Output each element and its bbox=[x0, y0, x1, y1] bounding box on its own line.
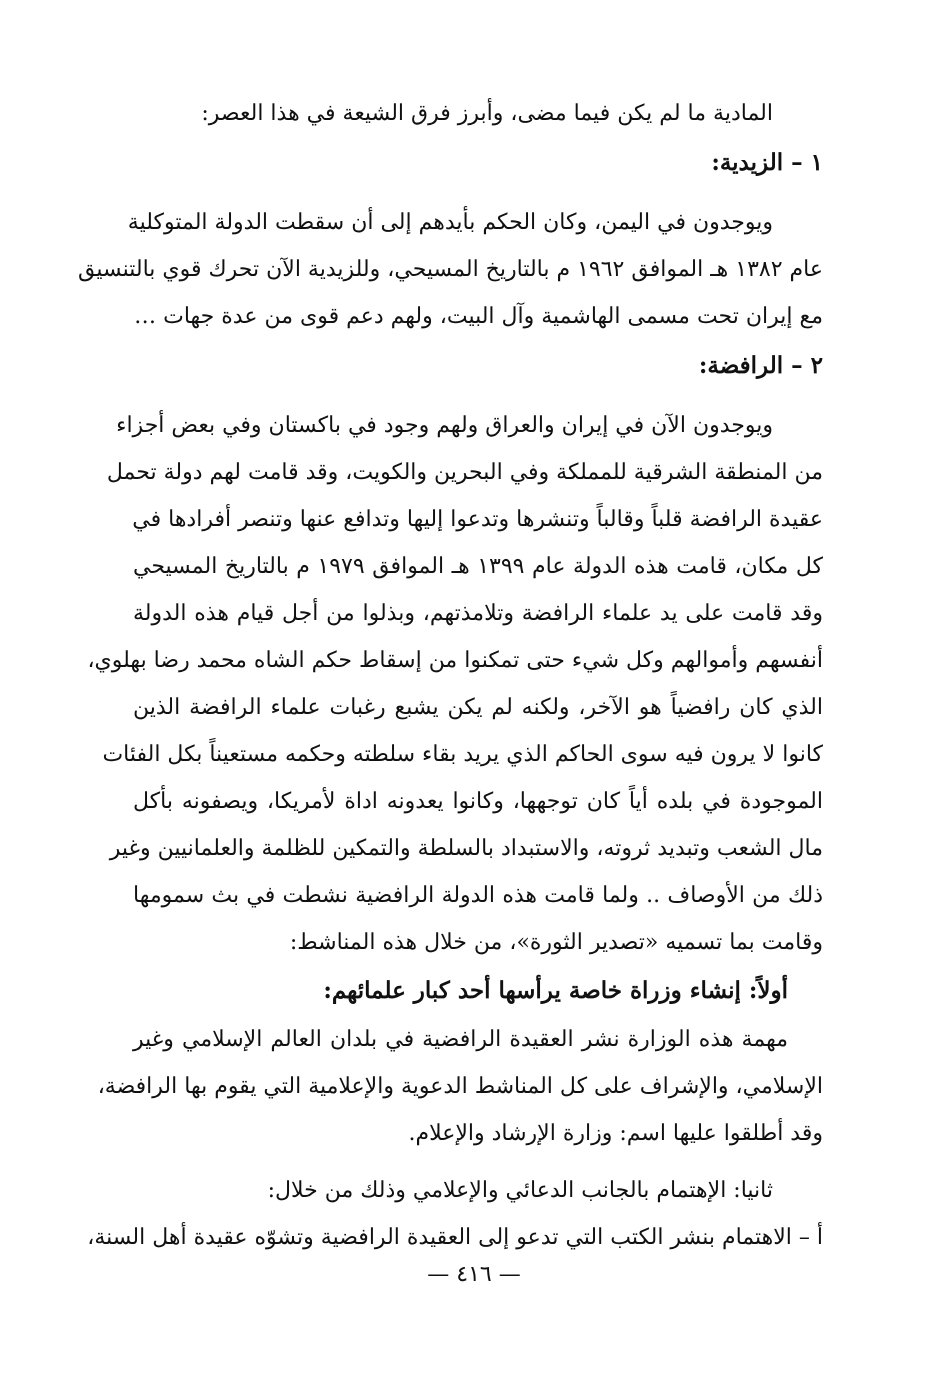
paragraph-line: الموجودة في بلده أياً كان توجهها، وكانوا يعدونه اداة لأمريكا، ويصفونه بأكل bbox=[133, 789, 823, 814]
paragraph-line: الإسلامي، والإشراف على كل المناشط الدعوية والإعلامية التي يقوم بها الرافضة، bbox=[97, 1074, 823, 1099]
paragraph-line: من المنطقة الشرقية للمملكة وفي البحرين والكويت، وقد قامت لهم دولة تحمل bbox=[106, 460, 823, 485]
paragraph-line: وقد قامت على يد علماء الرافضة وتلامذتهم، وبذلوا من أجل قيام هذه الدولة bbox=[133, 601, 823, 626]
list-item: أ – الاهتمام بنشر الكتب التي تدعو إلى العقيدة الرافضية وتشوّه عقيدة أهل السنة، bbox=[87, 1225, 823, 1250]
page-number: — ٤١٦ — bbox=[427, 1262, 521, 1287]
paragraph-line: عام ١٣٨٢ هـ الموافق ١٩٦٢ م بالتاريخ المسيحي، وللزيدية الآن تحرك قوي بالتنسيق bbox=[78, 257, 823, 282]
subheading-second: ثانيا: الإهتمام بالجانب الدعائي والإعلامي وذلك من خلال: bbox=[267, 1178, 773, 1203]
section-heading-zaydiyya: ١ – الزيدية: bbox=[711, 149, 823, 176]
page-body bbox=[78, 90, 823, 1261]
paragraph-line: وقد أطلقوا عليها اسم: وزارة الإرشاد والإعلام. bbox=[408, 1121, 823, 1146]
paragraph-line: مال الشعب وتبديد ثروته، والاستبداد بالسلطة والتمكين للظلمة والعلمانيين وغير bbox=[109, 836, 823, 861]
paragraph-line: الذي كان رافضياً هو الآخر، ولكنه لم يكن يشبع رغبات علماء الرافضة الذين bbox=[133, 695, 823, 720]
paragraph-line: كل مكان، قامت هذه الدولة عام ١٣٩٩ هـ الموافق ١٩٧٩ م بالتاريخ المسيحي bbox=[133, 554, 823, 579]
subheading-first: أولاً: إنشاء وزراة خاصة يرأسها أحد كبار علمائهم: bbox=[323, 977, 788, 1004]
paragraph-line: ذلك من الأوصاف .. ولما قامت هذه الدولة الرافضية نشطت في بث سمومها bbox=[133, 883, 823, 908]
paragraph-line: ويوجدون الآن في إيران والعراق ولهم وجود في باكستان وفي بعض أجزاء bbox=[116, 413, 773, 438]
paragraph-line: عقيدة الرافضة قلباً وقالباً وتنشرها وتدعوا إليها وتدافع عنها وتنصر أفرادها في bbox=[132, 507, 823, 532]
paragraph-line: المادية ما لم يكن فيما مضى، وأبرز فرق الشيعة في هذا العصر: bbox=[201, 101, 773, 126]
paragraph-line: مهمة هذه الوزارة نشر العقيدة الرافضية في بلدان العالم الإسلامي وغير bbox=[133, 1027, 788, 1052]
paragraph-line: كانوا لا يرون فيه سوى الحاكم الذي يريد بقاء سلطته وحكمه مستعيناً بكل الفئات bbox=[102, 742, 823, 767]
paragraph-line: مع إيران تحت مسمى الهاشمية وآل البيت، ولهم دعم قوى من عدة جهات … bbox=[134, 304, 823, 329]
paragraph-line: وقامت بما تسميه «تصدير الثورة»، من خلال هذه المناشط: bbox=[289, 930, 823, 955]
section-heading-rafida: ٢ – الرافضة: bbox=[698, 352, 823, 379]
paragraph-line: أنفسهم وأموالهم وكل شيء حتى تمكنوا من إسقاط حكم الشاه محمد رضا بهلوي، bbox=[87, 648, 823, 673]
paragraph-line: ويوجدون في اليمن، وكان الحكم بأيدهم إلى أن سقطت الدولة المتوكلية bbox=[127, 210, 773, 235]
